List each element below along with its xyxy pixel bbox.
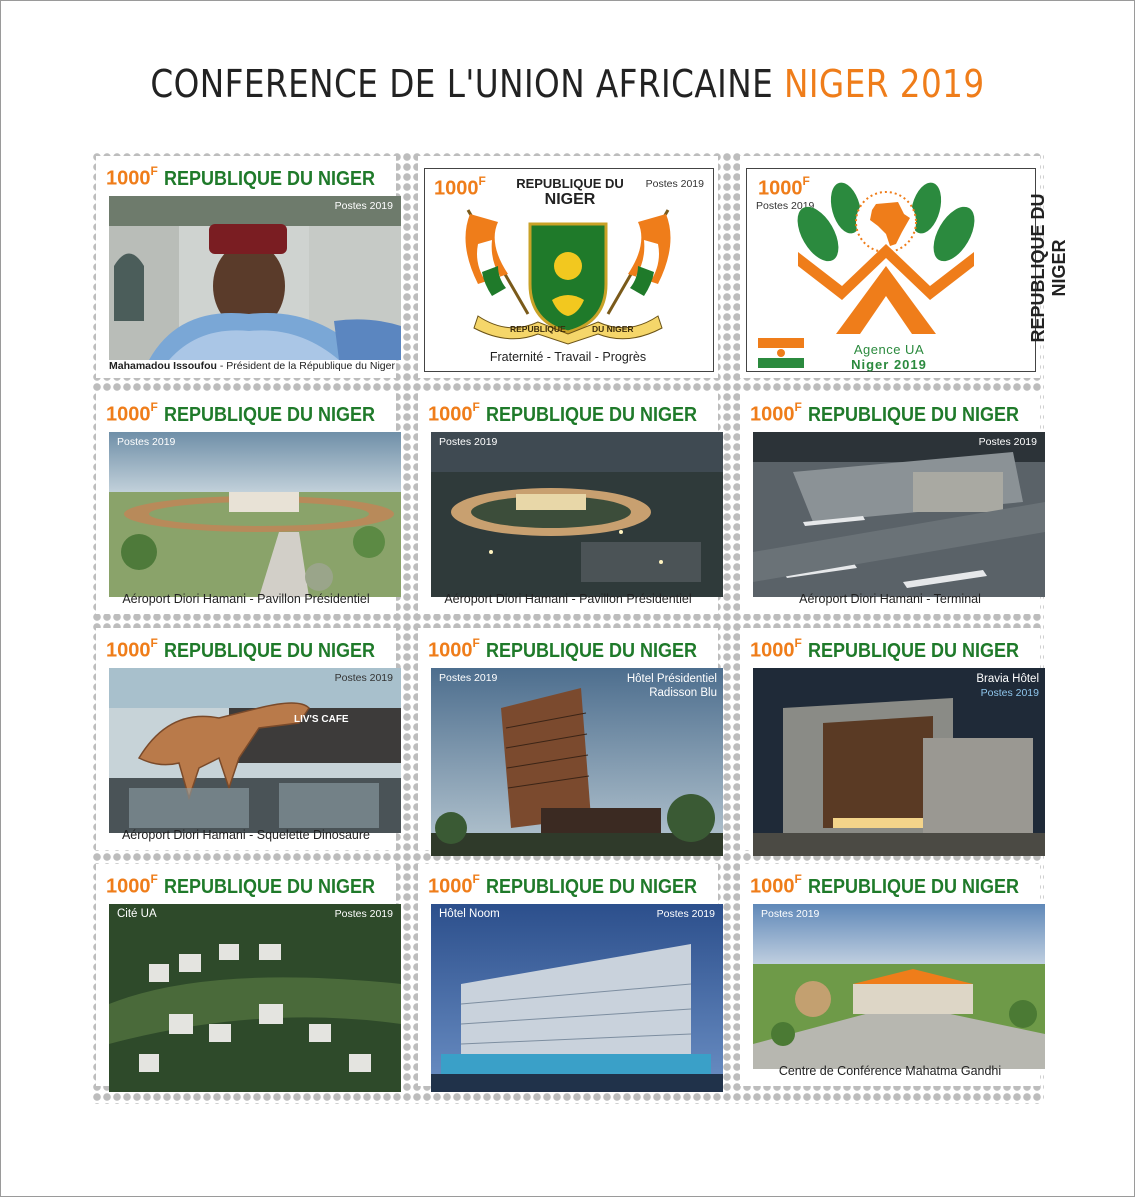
stamp-pavillon-1 xyxy=(96,392,396,614)
president-photo xyxy=(109,196,401,360)
stamp-country: REPUBLIQUE DU NIGER xyxy=(807,875,1019,898)
postes-label: Postes 2019 xyxy=(761,908,820,920)
noom-label: Hôtel Noom xyxy=(439,908,500,920)
stamp-caption: Aéroport Diori Hamani - Squelette Dinosaure xyxy=(121,828,371,842)
terminal-photo xyxy=(753,432,1045,597)
ribbon-left-text: REPUBLIQUE xyxy=(510,324,566,334)
cafe-sign: LIV'S CAFE xyxy=(294,714,349,725)
coat-motto: Fraternité - Travail - Progrès xyxy=(489,350,647,364)
stamp-header xyxy=(750,402,1034,432)
stamp-header xyxy=(750,874,1034,904)
stamp-caption: Centre de Conférence Mahatma Gandhi xyxy=(778,1064,1002,1078)
stamp-value: $1000^F$ xyxy=(750,872,802,898)
stamp-header xyxy=(428,638,712,668)
stamp-value: $1000^F$ xyxy=(428,400,480,426)
stamp-country: REPUBLIQUE DU NIGER xyxy=(163,639,375,662)
stamp-header xyxy=(750,638,1034,668)
stamp-header xyxy=(106,402,390,432)
postes-label: Postes 2019 xyxy=(439,672,498,684)
stamp-caption: Mahamadou Issoufou - Président de la République du Niger xyxy=(109,360,395,372)
agency-name: Agence UA Niger 2019 xyxy=(851,342,927,372)
stamp-president xyxy=(96,156,396,378)
flag-right-icon xyxy=(608,210,671,314)
stamp-header xyxy=(106,874,390,904)
stamp-value: $1000^F$ xyxy=(434,174,486,200)
postes-label: Postes 2019 xyxy=(756,200,815,212)
stamp-country: REPUBLIQUE DU NIGER xyxy=(485,875,697,898)
postes-label: Postes 2019 xyxy=(656,908,715,920)
stamp-block xyxy=(92,152,1069,1104)
postes-label: Postes 2019 xyxy=(439,436,498,448)
radisson-photo xyxy=(431,668,723,856)
coat-header: REPUBLIQUE DU NIGER xyxy=(516,176,624,208)
stamp-value: $1000^F$ xyxy=(428,636,480,662)
stamp-dinosaur xyxy=(96,628,396,850)
stamp-value: $1000^F$ xyxy=(106,872,158,898)
ribbon-right-text: DU NIGER xyxy=(592,324,634,334)
country-vertical: REPUBLIQUE DU NIGER xyxy=(1028,193,1069,343)
stamp-agence-ua xyxy=(740,156,1069,378)
stamp-value: $1000^F$ xyxy=(750,636,802,662)
stamp-cite-ua xyxy=(96,864,396,1086)
stamp-country: REPUBLIQUE DU NIGER xyxy=(163,875,375,898)
stamp-caption: Aéroport Diori Hamani - Pavillon Présidentiel xyxy=(122,592,370,606)
stamp-radisson xyxy=(418,628,718,850)
stamp-header xyxy=(428,874,712,904)
pavillon-photo xyxy=(109,432,401,597)
stamp-value: $1000^F$ xyxy=(106,164,158,190)
postes-label: Postes 2019 xyxy=(334,672,393,684)
stamp-coat-of-arms xyxy=(418,156,718,378)
stamp-value: $1000^F$ xyxy=(106,636,158,662)
stamp-country: REPUBLIQUE DU NIGER xyxy=(485,639,697,662)
stamp-country: REPUBLIQUE DU NIGER xyxy=(807,639,1019,662)
stamp-pavillon-2 xyxy=(418,392,718,614)
postes-label: Postes 2019 xyxy=(334,200,393,212)
coat-of-arms-emblem xyxy=(448,204,688,346)
title-highlight: NIGER 2019 xyxy=(783,62,985,106)
bravia-photo xyxy=(753,668,1045,856)
stamp-bravia xyxy=(740,628,1040,850)
stamp-header xyxy=(106,638,390,668)
pavillon-night-photo xyxy=(431,432,723,597)
sheet-title: CONFERENCE DE L'UNION AFRICAINE NIGER 2019 xyxy=(150,62,985,106)
stamp-country: REPUBLIQUE DU NIGER xyxy=(163,403,375,426)
niger-flag-icon xyxy=(758,338,804,368)
stamp-country: REPUBLIQUE DU NIGER xyxy=(485,403,697,426)
postes-label: Postes 2019 xyxy=(334,908,393,920)
stamp-country: REPUBLIQUE DU NIGER xyxy=(163,167,375,190)
flag-left-icon xyxy=(466,210,529,314)
stamp-header xyxy=(106,166,390,196)
postes-label: Postes 2019 xyxy=(645,178,704,190)
noom-photo xyxy=(431,904,723,1092)
stamp-value: $1000^F$ xyxy=(750,400,802,426)
postes-label: Postes 2019 xyxy=(117,436,176,448)
stamp-gandhi-centre xyxy=(740,864,1040,1086)
hotel-label: Bravia Hôtel Postes 2019 xyxy=(976,673,1039,699)
stamp-country: REPUBLIQUE DU NIGER xyxy=(807,403,1019,426)
au-agency-logo xyxy=(786,174,986,346)
postes-label: Postes 2019 xyxy=(978,436,1037,448)
stamp-value: $1000^F$ xyxy=(106,400,158,426)
stamp-value: $1000^F$ xyxy=(428,872,480,898)
stamp-caption: Aéroport Diori Hamani - Pavillon Présidentiel xyxy=(444,592,692,606)
stamp-terminal xyxy=(740,392,1040,614)
gandhi-centre-photo xyxy=(753,904,1045,1069)
hotel-label: Hôtel Présidentiel Radisson Blu xyxy=(626,673,717,699)
dinosaur-photo xyxy=(109,668,401,833)
stamp-value: $1000^F$ xyxy=(758,174,810,200)
cite-label: Cité UA xyxy=(117,908,157,920)
stamp-header xyxy=(428,402,712,432)
cite-ua-photo xyxy=(109,904,401,1092)
stamp-noom xyxy=(418,864,718,1086)
stamp-caption: Aéroport Diori Hamani - Terminal xyxy=(799,592,981,606)
